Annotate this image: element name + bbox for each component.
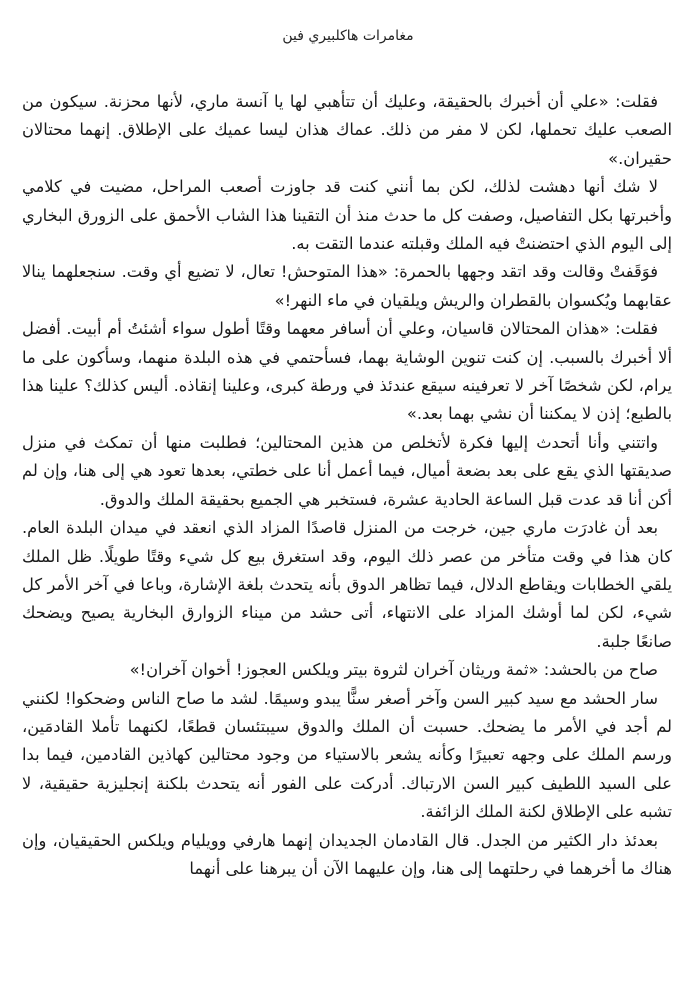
paragraph: سار الحشد مع سيد كبير السن وآخر أصغر سنًّا يبدو وسيمًا. لشد ما صاح الناس وضحكوا! لكنني لم أجد في الأمر ما يضحك. حسبت أن الملك والدوق سيبتئسان قطعًا، لكنهما تأملا القادمَين، ورسم الملك على وجهه تعبيرًا وكأنه يشعر بالاستياء من وجود محتالين كهاذين القادمين، فيما بدا على السيد اللطيف كبير السن الارتباك. أدركت على الفور أنه يتحدث بلكنة إنجليزية حقيقية، لا تشبه على الإطلاق لكنة الملك الزائفة. [22, 688, 672, 822]
paragraph: فوَقَفتْ وقالت وقد اتقد وجهها بالحمرة: «هذا المتوحش! تعال، لا تضيع أي وقت. سنجعلهما ينالا عقابهما ويُكسوان بالقطران والريش ويلقيان في ماء النهر!» [22, 262, 672, 310]
paragraph: لا شك أنها دهشت لذلك، لكن بما أنني كنت قد جاوزت أصعب المراحل، مضيت في كلامي وأخبرتها بكل التفاصيل، وصفت كل ما حدث منذ أن التقينا هذا الشاب الأحمق على الزورق البخاري إلى اليوم الذي احتضنتْ فيه الملك وقبلته عندما التقت به. [22, 177, 672, 254]
paragraph: فقلت: «هذان المحتالان قاسيان، وعلي أن أسافر معهما وقتًا أطول سواء أشئتُ أم أبيت. أفضل ألا أخبرك بالسبب. إن كنت تنوين الوشاية بهما، فسأحتمي في هذه البلدة منهما، وسأكون على ما يرام، لكن شخصًا آخر لا تعرفينه سيقع عندئذ في ورطة كبرى، وعلينا إنقاذه. أليس كذلك؟ علينا هذا بالطبع؛ إذن لا يمكننا أن نشي بهما بعد.» [22, 319, 672, 424]
paragraph: واتتني وأنا أتحدث إليها فكرة لأتخلص من هذين المحتالين؛ فطلبت منها أن تمكث في منزل صديقتها الذي يقع على بعد بضعة أميال، فيما أعمل أنا على خطتي، بعدها تعود هي إلى هنا، وإن لم أكن أنا قد عدت قبل الساعة الحادية عشرة، فستخبر هي الجميع بحقيقة الملك والدوق. [22, 432, 672, 509]
running-header: مغامرات هاكلبيري فين [282, 28, 414, 44]
paragraph: فقلت: «علي أن أخبرك بالحقيقة، وعليك أن تتأهبي لها يا آنسة ماري، لأنها محزنة. سيكون من الصعب عليك تحملها، لكن لا مفر من ذلك. عماك هذان ليسا عميك على الإطلاق. إنهما محتالان حقيران.» [22, 92, 672, 168]
paragraph: بعدئذ دار الكثير من الجدل. قال القادمان الجديدان إنهما هارفي وويليام ويلكس الحقيقيان، وإن هناك ما أخرهما في رحلتهما إلى هنا، وإن عليهما الآن أن يبرهنا على أنهما [22, 830, 672, 878]
body-text [22, 88, 672, 883]
paragraph: صاح من بالحشد: «ثمة وريثان آخران لثروة بيتر ويلكس العجوز! أخوان آخران!» [129, 660, 658, 680]
paragraph: بعد أن غادرَت ماري جين، خرجت من المنزل قاصدًا المزاد الذي انعقد في ميدان البلدة العام. كان هذا في وقت متأخر من عصر ذلك اليوم، وقد استغرق بيع كل شيء وقتًا طويلًا. ظل الملك يلقي الخطابات ويقاطع الدلال، فيما تظاهر الدوق بأنه يتحدث بلغة الإشارة، وباعا في آخر الأمر كل شيء، لكن لما أوشك المزاد على الانتهاء، أتى حشد من ميناء الزوارق البخارية يصيح ويضحك صانعًا جلبة. [22, 518, 672, 651]
